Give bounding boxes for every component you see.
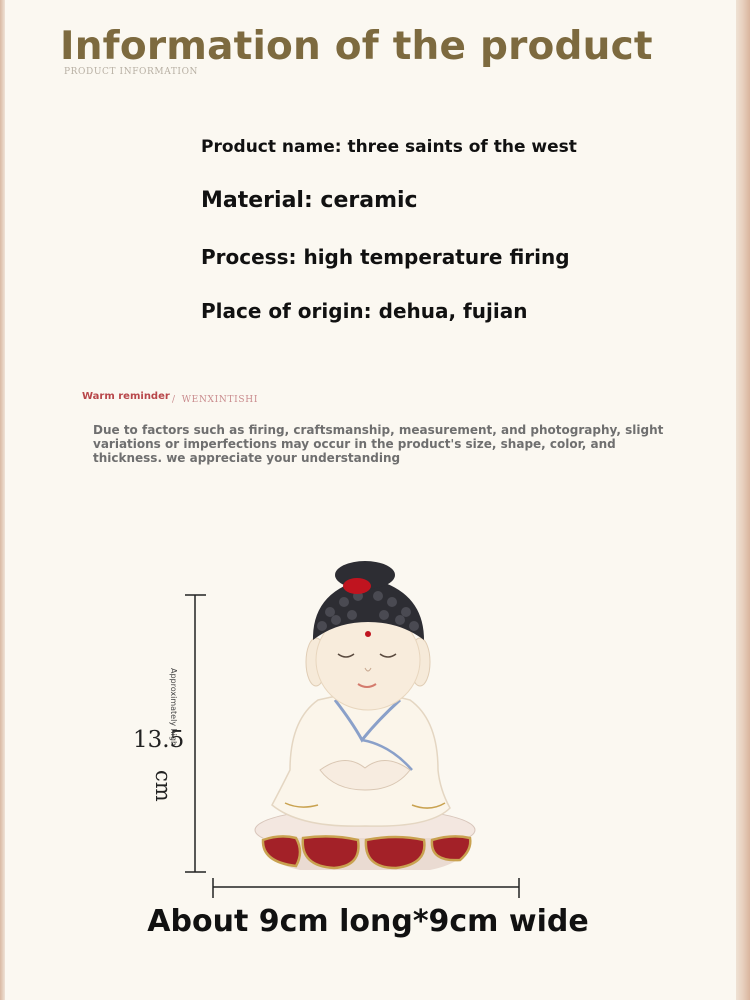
spec-product-name: Product name: three saints of the west bbox=[201, 137, 577, 157]
height-unit: cm bbox=[151, 770, 175, 802]
page-subtitle: PRODUCT INFORMATION bbox=[64, 67, 199, 77]
height-value: 13.5 bbox=[133, 727, 185, 753]
reminder-title: Warm reminder bbox=[82, 391, 170, 402]
size-caption: About 9cm long*9cm wide bbox=[147, 904, 589, 939]
spec-process: Process: high temperature firing bbox=[201, 245, 570, 269]
reminder-separator: / bbox=[172, 395, 176, 405]
reminder-pinyin-text: WENXINTISHI bbox=[181, 395, 259, 405]
buddha-statue bbox=[255, 561, 475, 870]
spec-origin: Place of origin: dehua, fujian bbox=[201, 299, 528, 323]
spec-material: Material: ceramic bbox=[201, 188, 418, 213]
width-dimension-line bbox=[213, 878, 519, 898]
reminder-text: Due to factors such as firing, craftsmanship, measurement, and photography, slight variations or imperfections may occur in the product's size, shape, color, and thickness. we appreciate your understanding bbox=[93, 423, 664, 465]
height-dimension-line bbox=[185, 595, 206, 872]
height-label: Approximately high bbox=[169, 668, 178, 747]
page-title: Information of the product bbox=[60, 24, 653, 69]
